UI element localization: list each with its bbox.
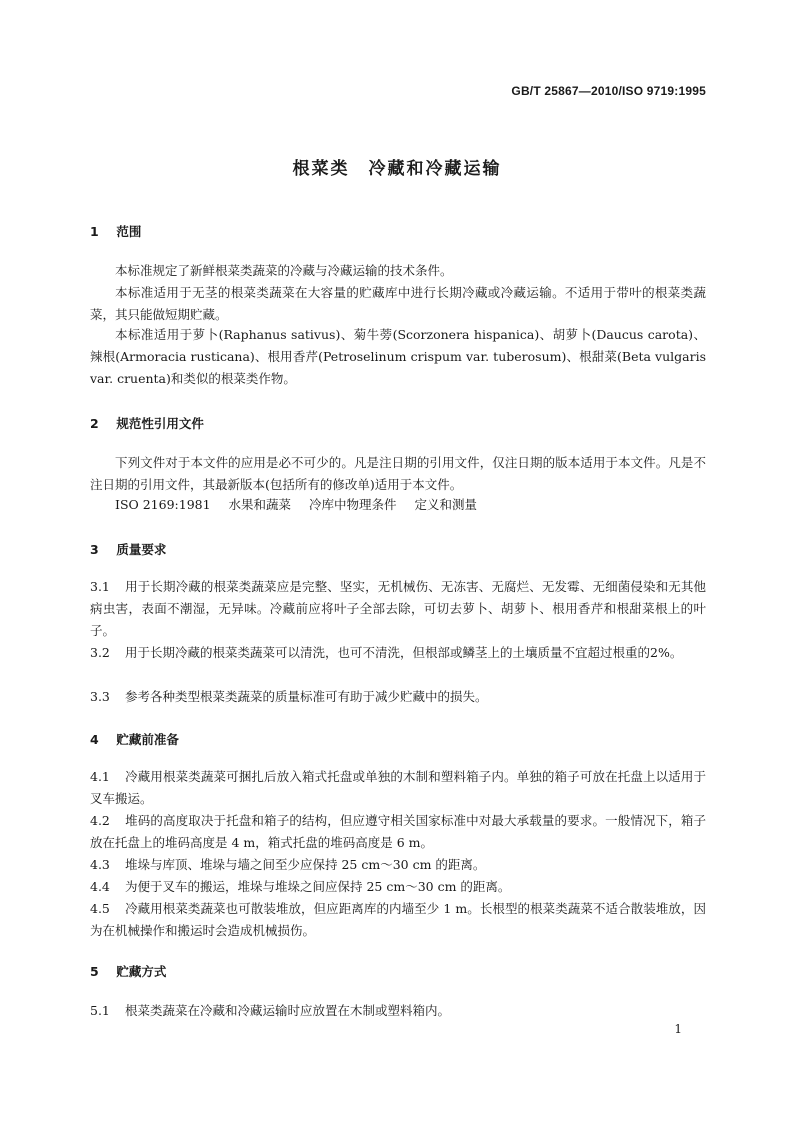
clause	[90, 642, 706, 664]
clause-number: 4.2	[90, 813, 110, 828]
section-title: 范围	[116, 224, 142, 239]
reference-doc-title: 冷库中物理条件	[309, 497, 397, 512]
clause-text: 参考各种类型根菜类蔬菜的质量标准可有助于减少贮藏中的损失。	[125, 689, 488, 704]
clause-number: 4.5	[90, 901, 110, 916]
clause	[90, 876, 706, 898]
section-title: 规范性引用文件	[116, 416, 204, 431]
section-heading-preparation	[90, 730, 179, 748]
reference-doc-title: 定义和测量	[414, 497, 478, 512]
section-number: 3	[90, 542, 99, 557]
clause	[90, 898, 706, 942]
reference-doc-title: 水果和蔬菜	[228, 497, 292, 512]
section-number: 1	[90, 224, 99, 239]
section-heading-quality	[90, 540, 166, 558]
clause	[90, 1000, 706, 1022]
clause	[90, 766, 706, 810]
clause-text: 冷藏用根菜类蔬菜可捆扎后放入箱式托盘或单独的木制和塑料箱子内。单独的箱子可放在托盘上以适用于叉车搬运。	[90, 769, 706, 806]
clause-text: 为便于叉车的搬运，堆垛与堆垛之间应保持 25 cm～30 cm 的距离。	[125, 879, 511, 894]
page-number: 1	[674, 1022, 682, 1036]
clause-text: 根菜类蔬菜在冷藏和冷藏运输时应放置在木制或塑料箱内。	[125, 1003, 451, 1018]
clause-text: 堆码的高度取决于托盘和箱子的结构，但应遵守相关国家标准中对最大承载量的要求。一般情况下，箱子放在托盘上的堆码高度是 4 m，箱式托盘的堆码高度是 6 m。	[90, 813, 706, 850]
clause	[90, 854, 706, 876]
section-heading-scope	[90, 222, 141, 240]
clause	[90, 686, 706, 708]
section-number: 4	[90, 732, 99, 747]
reference-entry	[115, 494, 491, 516]
paragraph: 本标准规定了新鲜根菜类蔬菜的冷藏与冷藏运输的技术条件。	[115, 263, 453, 278]
clause-number: 3.3	[90, 689, 110, 704]
clause-text: 用于长期冷藏的根菜类蔬菜应是完整、坚实，无机械伤、无冻害、无腐烂、无发霉、无细菌侵染和无其他病虫害，表面不潮湿，无异味。冷藏前应将叶子全部去除，可切去萝卜、胡萝卜、根用香芹和根甜菜根上的叶子。	[90, 579, 706, 638]
clause-number: 3.1	[90, 579, 110, 594]
standard-number: GB/T 25867—2010/ISO 9719:1995	[511, 84, 706, 98]
clause-number: 5.1	[90, 1003, 110, 1018]
clause-number: 4.1	[90, 769, 110, 784]
section-title: 质量要求	[116, 542, 167, 557]
section-title: 贮藏前准备	[116, 732, 179, 747]
paragraph: 下列文件对于本文件的应用是必不可少的。凡是注日期的引用文件，仅注日期的版本适用于本文件。凡是不注日期的引用文件，其最新版本(包括所有的修改单)适用于本文件。	[90, 455, 706, 492]
section-number: 2	[90, 416, 99, 431]
section-number: 5	[90, 964, 99, 979]
paragraph: 本标准适用于无茎的根菜类蔬菜在大容量的贮藏库中进行长期冷藏或冷藏运输。不适用于带叶的根菜类蔬菜，其只能做短期贮藏。	[90, 285, 706, 322]
paragraph: 本标准适用于萝卜(Raphanus sativus)、菊牛蒡(Scorzonera hispanica)、胡萝卜(Daucus carota)、辣根(Armoracia rusticana)、根用香芹(Petroselinum crispum var. tuberosum)、根甜菜(Beta vulgaris var. cruenta)和类似的根菜类作物。	[90, 327, 706, 386]
section-heading-references	[90, 414, 204, 432]
clause	[90, 576, 706, 642]
clause	[90, 810, 706, 854]
section-heading-storage	[90, 962, 166, 980]
clause-number: 4.3	[90, 857, 110, 872]
clause-number: 3.2	[90, 645, 110, 660]
clause-text: 冷藏用根菜类蔬菜也可散装堆放，但应距离库的内墙至少 1 m。长根型的根菜类蔬菜不适合散装堆放，因为在机械操作和搬运时会造成机械损伤。	[90, 901, 706, 938]
page-title: 根菜类 冷藏和冷藏运输	[292, 159, 502, 179]
section-title: 贮藏方式	[116, 964, 167, 979]
clause-number: 4.4	[90, 879, 110, 894]
clause-text: 堆垛与库顶、堆垛与墙之间至少应保持 25 cm～30 cm 的距离。	[125, 857, 486, 872]
clause-text: 用于长期冷藏的根菜类蔬菜可以清洗，也可不清洗，但根部或鳞茎上的土壤质量不宜超过根重的2%。	[125, 645, 683, 660]
reference-doc-number: ISO 2169:1981	[115, 497, 211, 512]
